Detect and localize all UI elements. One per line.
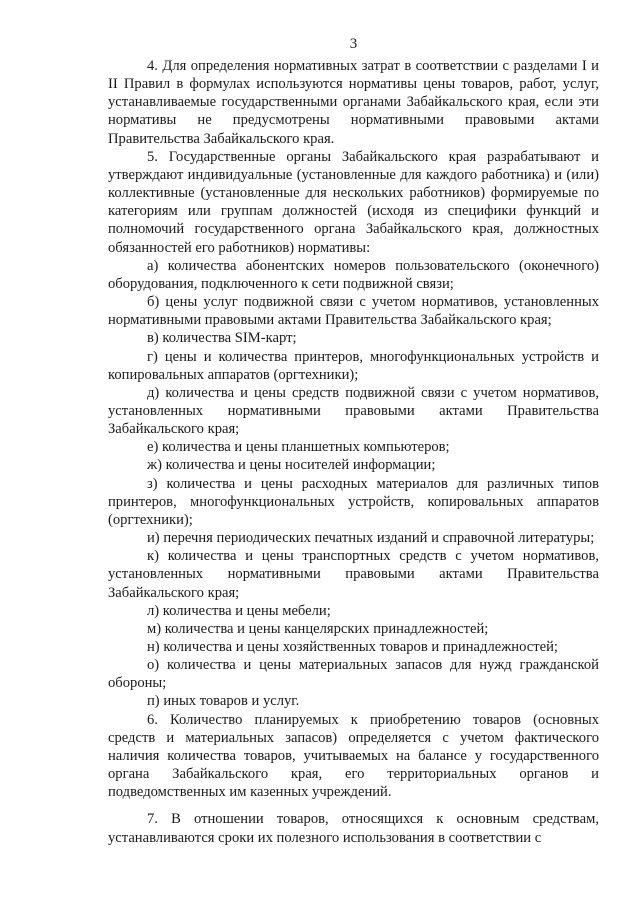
list-item-b: б) цены услуг подвижной связи с учетом нормативов, установленных нормативными правовыми актами Правительства Забайкальского края; bbox=[108, 294, 599, 329]
document-body bbox=[108, 57, 599, 847]
list-item-p: п) иных товаров и услуг. bbox=[147, 693, 300, 710]
list-item-n: н) количества и цены хозяйственных товаров и принадлежностей; bbox=[147, 639, 558, 655]
paragraph-7: 7. В отношении товаров, относящихся к основным средствам, устанавливаются сроки их полезного использования в соответствии с bbox=[108, 811, 599, 846]
list-item-l: л) количества и цены мебели; bbox=[147, 602, 331, 619]
list-item-v: в) количества SIM-карт; bbox=[147, 330, 297, 347]
list-item-i: и) перечня периодических печатных изданий и справочной литературы; bbox=[147, 530, 595, 547]
list-item-k: к) количества и цены транспортных средств с учетом нормативов, установленных нормативными правовыми актами Правительства Забайкальского края; bbox=[108, 548, 599, 601]
list-item-z: з) количества и цены расходных материалов для различных типов принтеров, многофункциональных устройств, копировальных аппаратов (оргтехники); bbox=[108, 475, 599, 528]
list-item-d: д) количества и цены средств подвижной связи с учетом нормативов, установленных нормативными правовыми актами Правительства Забайкальского края; bbox=[108, 384, 599, 438]
paragraph-4: 4. Для определения нормативных затрат в соответствии с разделами I и II Правил в формулах используются нормативы цены товаров, работ, услуг, устанавливаемые государственными органами Забайкальского края, если эти нормативы не предусмотрены нормативными правовыми актами Правительства Забайкальского края. bbox=[108, 58, 599, 147]
paragraph-6: 6. Количество планируемых к приобретению товаров (основных средств и материальных запасов) определяется с учетом фактического наличия количества товаров, учитываемых на балансе у государственного органа Забайкальского края, его территориальных органов и подведомственных им казенных учреждений. bbox=[108, 711, 599, 801]
list-item-o: о) количества и цены материальных запасов для нужд гражданской обороны; bbox=[108, 657, 599, 692]
list-item-a: а) количества абонентских номеров пользовательского (оконечного) оборудования, подключенного к сети подвижной связи; bbox=[108, 257, 599, 292]
list-item-m: м) количества и цены канцелярских принадлежностей; bbox=[147, 620, 489, 637]
paragraph-5: 5. Государственные органы Забайкальского края разрабатывают и утверждают индивидуальные (установленные для каждого работника) и (или) коллективные (установленные для нескольких работников) формируемые по категориям или группам должностей (исходя из специфики функций и полномочий государственного органа Забайкальского края, должностных обязанностей его работников) нормативы: bbox=[108, 148, 599, 256]
list-item-zh: ж) количества и цены носителей информации; bbox=[147, 457, 436, 474]
list-item-g: г) цены и количества принтеров, многофункциональных устройств и копировальных аппаратов (оргтехники); bbox=[108, 348, 599, 383]
page-number: 3 bbox=[349, 36, 358, 52]
list-item-e: е) количества и цены планшетных компьютеров; bbox=[147, 439, 450, 456]
